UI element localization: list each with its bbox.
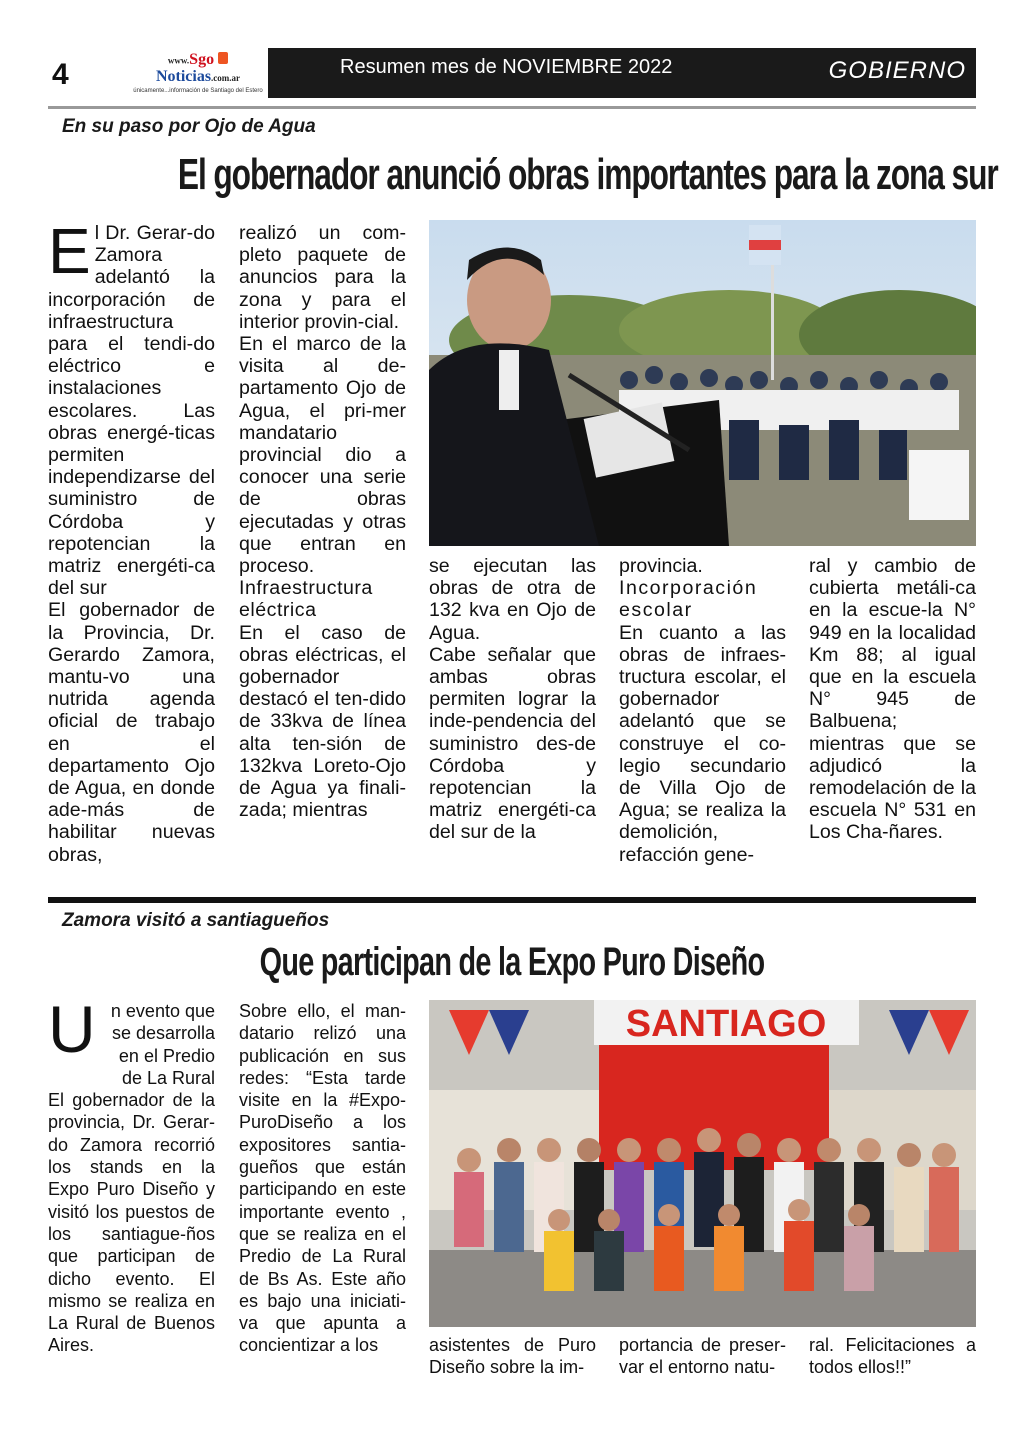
article1-col2d-text: En el caso de obras eléctricas, el gobernador destacó el ten-dido de 33kva de línea alta ten-sión de 132kva Loreto-Ojo de Agua ya finali-zada; mientras <box>239 621 406 822</box>
logo-flag-icon <box>218 52 228 64</box>
expo-group-image <box>429 1000 976 1327</box>
logo-tagline: únicamente...información de Santiago del Estero <box>133 87 263 94</box>
article1-col4c-text: En cuanto a las obras de infraes-tructura escolar, el gobernador adelantó que se construye el co-legio secundario de Villa Ojo de Agua; se realiza la demolición, refacción gene- <box>619 621 786 866</box>
header-bar <box>268 48 976 98</box>
article1-col3b-text: Cabe señalar que ambas obras permiten lograr la inde-pendencia del suministro des-de Córdoba y repotencian la matriz energéti-ca del sur de la <box>429 643 596 844</box>
article1-col2a-text: realizó un com-pleto paquete de anuncios para la zona y para el interior provin-cial. <box>239 222 406 333</box>
issue-summary: Resumen mes de NOVIEMBRE 2022 <box>340 56 673 78</box>
article2-column-1 <box>48 992 215 1357</box>
header-rule <box>48 106 976 109</box>
article1-subhead-escolar: Incorporación escolar <box>619 577 758 622</box>
article2-column-2 <box>239 1000 406 1357</box>
article2-headline: Que participan de la Expo Puro Diseño <box>259 940 765 984</box>
article1-col5-text: ral y cambio de cubierta metáli-ca en la escue-la N° 949 en la localidad Km 88; al igual que en la escuela N° 945 de Balbuena; mientras que se adjudicó la remodelación de la escuela N° 531 en Los Cha-ñares. <box>809 555 976 844</box>
article1-column-5 <box>809 555 976 844</box>
article2-kicker: Zamora visitó a santiagueños <box>62 910 330 931</box>
article1-col4a-text: provincia. <box>619 555 703 577</box>
logo-sgo: Sgo <box>189 51 215 69</box>
article2-dropcap: U <box>48 992 96 1066</box>
article2-col1b-text: El gobernador de la provincia, Dr. Gerar-do Zamora recorrió los stands en la Expo Puro Diseño y visitó los puestos de los santiague-ños que participan de dicho evento. El mismo se realiza en La Rural de Buenos Aires. <box>48 1090 215 1356</box>
article2-col4-text: portancia de preser-var el entorno natu- <box>619 1335 786 1378</box>
article1-col1-text: l Dr. Gerar-do Zamora adelantó la incorporación de infraestructura para el tendi-do eléctrico e instalaciones escolares. Las obras energé-ticas permiten independizarse del suministro de Córdoba y repotencian la matriz energéti-ca del sur <box>48 222 215 600</box>
article1-col3a-text: se ejecutan las obras de otra de 132 kva en Ojo de Agua. <box>429 555 596 644</box>
article2-col5-text: ral. Felicitaciones a todos ellos!!” <box>809 1335 976 1378</box>
article-separator <box>48 897 976 903</box>
article2-col3-text: asistentes de Puro Diseño sobre la im- <box>429 1335 596 1378</box>
expo-group-photo <box>429 1000 976 1327</box>
newspaper-logo <box>128 48 268 98</box>
article1-column-4 <box>619 555 786 866</box>
article2-column-5 <box>809 1334 976 1379</box>
article1-col1b-text: El gobernador de la Provincia, Dr. Gerardo Zamora, mantu-vo una nutrida agenda oficial de trabajo en el departamento Ojo de Agua, en donde ade-más de habilitar nuevas obras, <box>48 599 215 866</box>
article1-column-2 <box>239 222 406 821</box>
logo-www: www. <box>167 55 190 66</box>
article2-column-4 <box>619 1334 786 1379</box>
logo-noticias: Noticias <box>155 67 212 85</box>
article2-col2-text: Sobre ello, el man-datario relizó una publicación en sus redes: “Esta tarde visite en la #Expo-PuroDiseño a los expositores santia-gueños que están participando en este importante evento , que se realiza en el Predio de La Rural de Bs As. Este año es bajo una iniciati-va que apunta a concientizar a los <box>239 1001 406 1356</box>
article1-dropcap: E <box>48 215 91 287</box>
logo-domain: .com.ar <box>211 72 241 83</box>
article1-col2b-text: En el marco de la visita al de-partamento Ojo de Agua, el pri-mer mandatario provincial dio a conocer una serie de obras ejecutadas y otras que entran en proceso. <box>239 333 406 578</box>
article1-column-3 <box>429 555 596 844</box>
governor-speech-image <box>429 220 976 546</box>
stand-sign: SANTIAGO <box>625 1003 827 1045</box>
article1-kicker: En su paso por Ojo de Agua <box>62 116 316 137</box>
article2-col1a-text: n evento que se desarrolla en el Predio de La Rural <box>110 1001 215 1088</box>
section-label: GOBIERNO <box>828 57 966 84</box>
article1-column-1 <box>48 215 215 866</box>
article1-headline: El gobernador anunció obras importantes para la zona sur <box>177 150 998 199</box>
article1-subhead-electrica: Infraestructura eléctrica <box>239 577 373 622</box>
article2-column-3 <box>429 1334 596 1379</box>
governor-speech-photo <box>429 220 976 546</box>
page-number: 4 <box>52 58 69 91</box>
